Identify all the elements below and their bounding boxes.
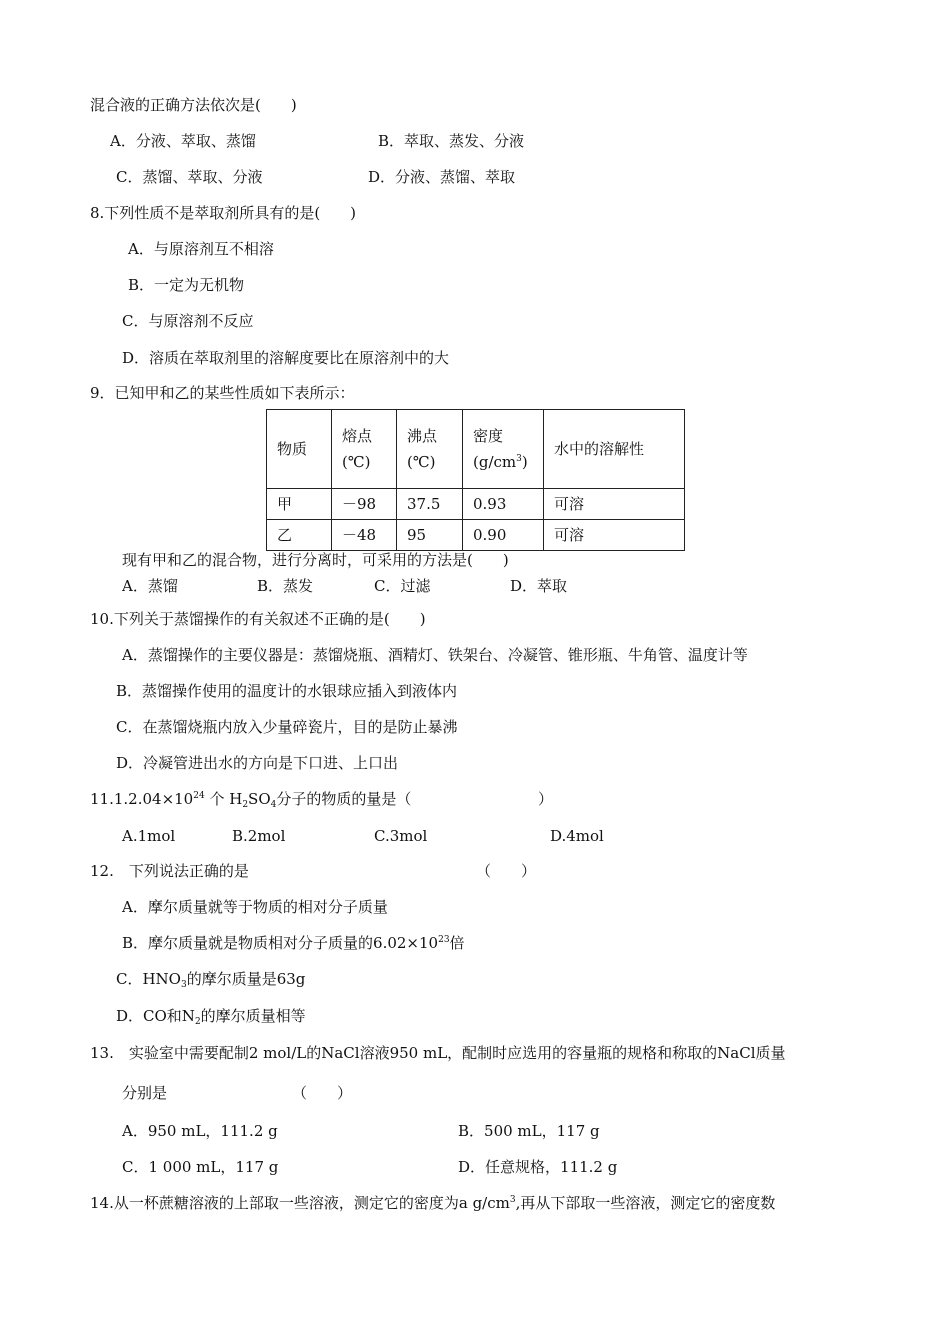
properties-table <box>266 409 685 551</box>
q11-subscript-h: 2 <box>242 800 249 810</box>
table-row <box>267 489 685 520</box>
q13-stem: 13. 实验室中需要配制2 mol/L的NaCl溶液950 mL，配制时应选用的容量瓶的规格和称取的NaCl质量 <box>90 1044 786 1062</box>
q10-stem: 10.下列关于蒸馏操作的有关叙述不正确的是( ) <box>90 610 426 628</box>
q13-option-c: C．1 000 mL，117 g <box>122 1158 279 1176</box>
q12-option-b-pre: B．摩尔质量就是物质相对分子质量的6.02×10 <box>122 934 439 952</box>
q10-option-c: C．在蒸馏烧瓶内放入少量碎瓷片，目的是防止暴沸 <box>116 718 458 736</box>
table-cell: 可溶 <box>544 520 685 551</box>
header-density <box>463 410 544 489</box>
q10-option-d: D．冷凝管进出水的方向是下口进、上口出 <box>116 754 399 772</box>
q9-option-b: B．蒸发 <box>257 577 314 595</box>
q12-option-c-post: 的摩尔质量是63g <box>186 970 306 988</box>
density-unit-sup: 3 <box>516 454 522 464</box>
q14-stem-pre: 14.从一杯蔗糖溶液的上部取一些溶液，测定它的密度为a g/cm <box>90 1194 510 1212</box>
q11-exponent: 24 <box>193 791 205 801</box>
q11-option-c: C.3mol <box>374 827 428 845</box>
header-melting-unit: (℃) <box>342 453 371 471</box>
q11-stem-pre: 11.1.2.04×10 <box>90 790 194 808</box>
q12-option-b <box>122 933 465 953</box>
q11-stem-post: 分子的物质的量是（ <box>276 790 412 808</box>
q12-option-d <box>116 1006 306 1026</box>
header-solubility: 水中的溶解性 <box>544 410 685 489</box>
header-density-unit <box>473 449 533 475</box>
table-header-row <box>267 410 685 489</box>
q14-stem <box>90 1193 775 1213</box>
table-cell: 95 <box>397 520 463 551</box>
header-boiling-unit: (℃) <box>407 453 436 471</box>
density-unit-post: ) <box>521 453 528 471</box>
q14-exponent: 3 <box>509 1195 516 1205</box>
table-cell: 乙 <box>267 520 332 551</box>
header-boiling-point <box>397 410 463 489</box>
q12-paren: （ ） <box>476 862 537 880</box>
table-cell: 0.90 <box>463 520 544 551</box>
header-melting-point <box>332 410 397 489</box>
table-row <box>267 520 685 551</box>
q9-followup: 现有甲和乙的混合物，进行分离时，可采用的方法是( ) <box>122 551 509 569</box>
table-cell: 0.93 <box>463 489 544 520</box>
q8-option-b: B．一定为无机物 <box>128 276 245 294</box>
q9-option-a: A．蒸馏 <box>122 577 178 595</box>
header-melting-label: 熔点 <box>342 427 373 445</box>
table-cell: －98 <box>332 489 397 520</box>
q11-subscript-o: 4 <box>270 800 277 810</box>
header-boiling-label: 沸点 <box>407 427 438 445</box>
q11-option-a: A.1mol <box>122 827 176 845</box>
table-cell: －48 <box>332 520 397 551</box>
table-cell: 可溶 <box>544 489 685 520</box>
q13-option-d: D．任意规格，111.2 g <box>458 1158 618 1176</box>
q10-option-b: B．蒸馏操作使用的温度计的水银球应插入到液体内 <box>116 682 458 700</box>
q7-stem: 混合液的正确方法依次是( ) <box>90 96 297 114</box>
table-cell: 甲 <box>267 489 332 520</box>
table-cell: 37.5 <box>397 489 463 520</box>
q7-option-c: C．蒸馏、萃取、分液 <box>116 168 263 186</box>
q10-option-a: A．蒸馏操作的主要仪器是：蒸馏烧瓶、酒精灯、铁架台、冷凝管、锥形瓶、牛角管、温度计等 <box>122 646 748 664</box>
q11-stem <box>90 789 411 809</box>
q14-stem-post: ,再从下部取一些溶液，测定它的密度数 <box>515 1194 776 1212</box>
q8-stem: 8.下列性质不是萃取剂所具有的是( ) <box>90 204 357 222</box>
header-density-label: 密度 <box>473 427 504 445</box>
q11-stem-so: SO <box>248 790 271 808</box>
q8-option-d: D．溶质在萃取剂里的溶解度要比在原溶剂中的大 <box>122 349 450 367</box>
q12-option-d-pre: D．CO和N <box>116 1007 195 1025</box>
q12-option-b-post: 倍 <box>449 934 465 952</box>
q12-option-d-subscript: 2 <box>194 1017 201 1027</box>
q12-option-c-subscript: 3 <box>180 980 187 990</box>
q12-option-a: A．摩尔质量就等于物质的相对分子质量 <box>122 898 388 916</box>
q7-option-a: A．分液、萃取、蒸馏 <box>110 132 256 150</box>
q13-stem-continued: 分别是 <box>122 1084 168 1102</box>
q9-stem: 9．已知甲和乙的某些性质如下表所示： <box>90 384 355 402</box>
q11-stem-mid: 个 H <box>204 790 243 808</box>
q7-option-b: B．萃取、蒸发、分液 <box>378 132 525 150</box>
q8-option-a: A．与原溶剂互不相溶 <box>128 240 274 258</box>
q9-option-c: C．过滤 <box>374 577 431 595</box>
q9-option-d: D．萃取 <box>510 577 568 595</box>
q12-option-b-exponent: 23 <box>438 935 450 945</box>
q12-option-d-post: 的摩尔质量相等 <box>200 1007 306 1025</box>
q12-option-c-pre: C．HNO <box>116 970 181 988</box>
q13-option-b: B．500 mL，117 g <box>458 1122 600 1140</box>
header-substance: 物质 <box>267 410 332 489</box>
q11-option-b: B.2mol <box>232 827 286 845</box>
q11-paren-close: ） <box>538 790 554 808</box>
q13-paren: （ ） <box>292 1084 353 1102</box>
density-unit-pre: (g/cm <box>473 453 517 471</box>
q11-option-d: D.4mol <box>550 827 604 845</box>
q13-option-a: A．950 mL，111.2 g <box>122 1122 278 1140</box>
q7-option-d: D．分液、蒸馏、萃取 <box>368 168 516 186</box>
q8-option-c: C．与原溶剂不反应 <box>122 312 254 330</box>
q12-option-c <box>116 969 305 989</box>
q12-stem: 12. 下列说法正确的是 <box>90 862 249 880</box>
